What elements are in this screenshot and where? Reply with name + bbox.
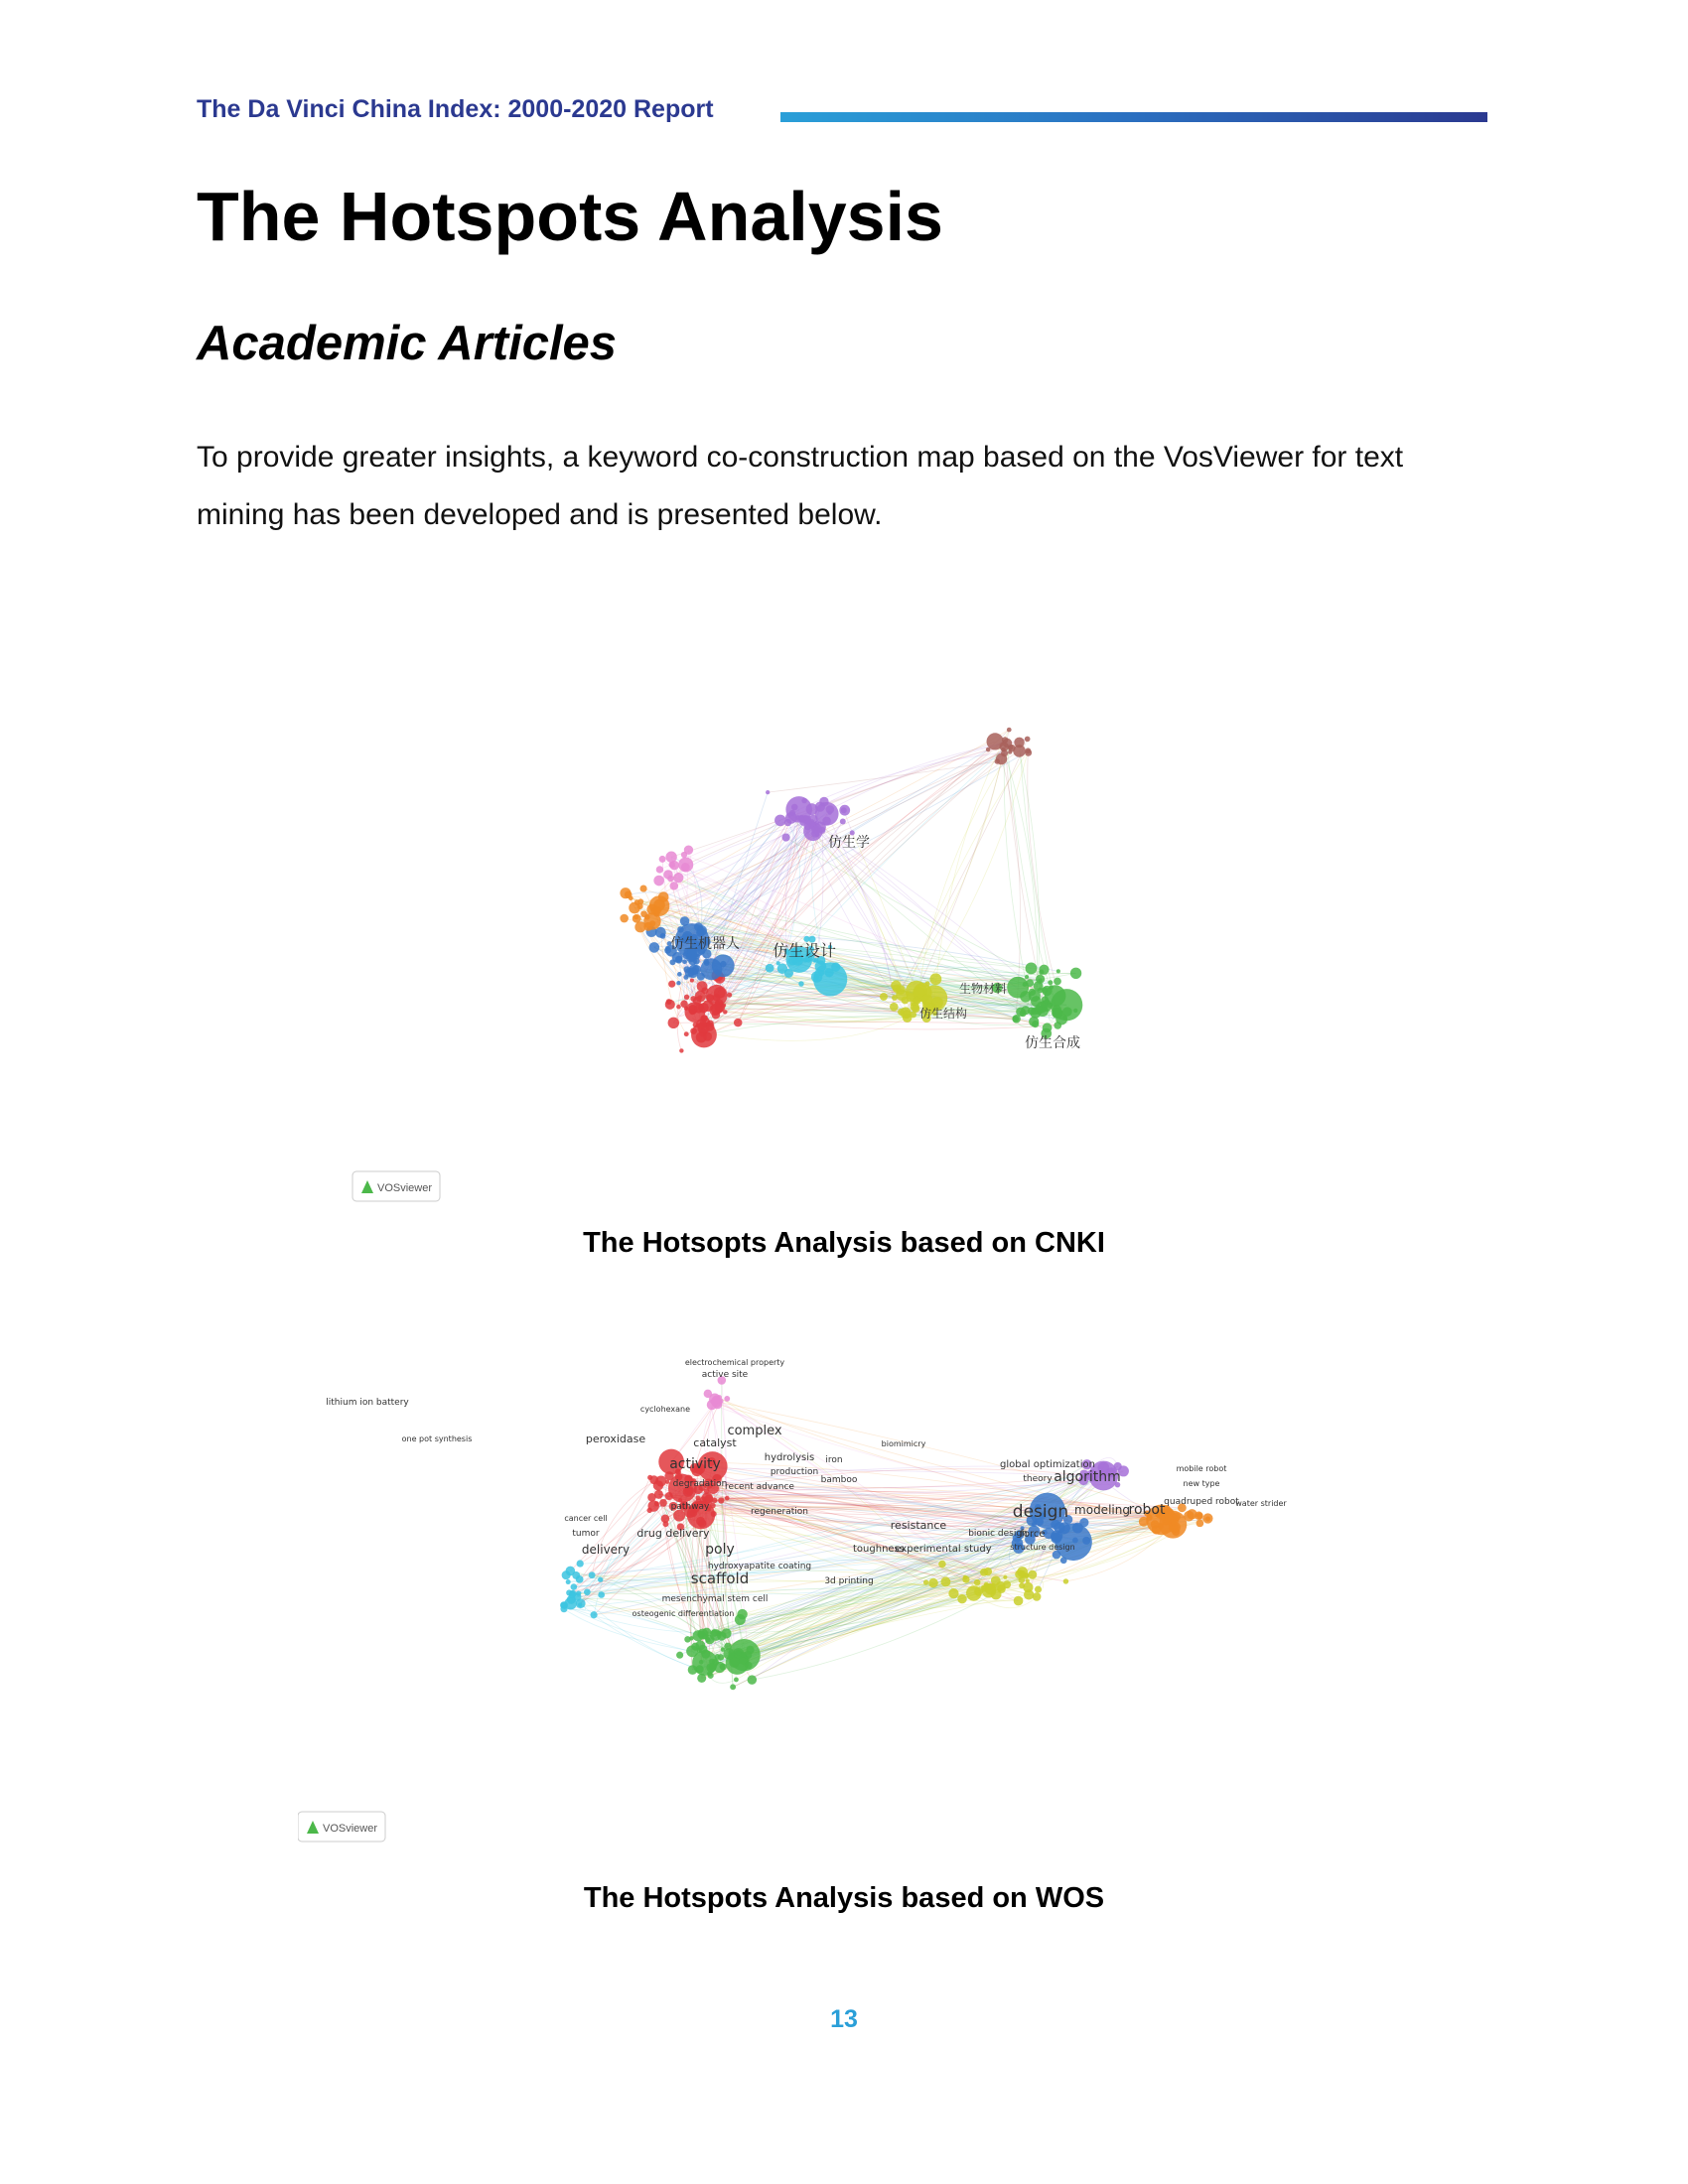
network-node <box>725 1496 730 1501</box>
network-node <box>745 1662 753 1670</box>
network-node <box>655 1476 666 1487</box>
network-node <box>811 827 818 834</box>
network-node <box>690 1027 697 1034</box>
network-node <box>577 1560 584 1567</box>
network-node-label: toughness <box>853 1544 905 1555</box>
network-node <box>1151 1520 1159 1528</box>
network-node <box>704 1488 710 1494</box>
network-node <box>711 1004 722 1015</box>
network-node <box>929 973 941 985</box>
network-node <box>828 811 832 815</box>
network-node <box>668 1018 679 1028</box>
network-node <box>1054 1022 1061 1029</box>
network-node-label: 仿生学 <box>828 835 870 851</box>
network-node <box>659 1499 667 1507</box>
network-node <box>1082 1537 1090 1545</box>
network-node <box>571 1583 578 1590</box>
intro-paragraph: To provide greater insights, a keyword co-construction map based on the VosViewer for text mining has been developed and is presented below. <box>197 441 1404 531</box>
network-node <box>677 926 684 933</box>
network-node <box>727 993 732 998</box>
network-node <box>1014 738 1024 748</box>
network-node <box>696 1019 706 1028</box>
network-node <box>659 856 666 863</box>
network-node-label: 仿生机器人 <box>670 936 740 952</box>
network-node <box>734 1678 739 1683</box>
section-title: Academic Articles <box>197 317 618 370</box>
network-node <box>1053 1551 1061 1560</box>
network-node <box>948 1588 958 1598</box>
network-node <box>890 1003 899 1012</box>
network-node-label: hydrolysis <box>764 1452 815 1463</box>
vosviewer-badge-label: VOSviewer <box>377 1182 433 1194</box>
network-node <box>665 852 676 863</box>
vosviewer-badge <box>298 1812 385 1842</box>
network-node-label: production <box>770 1467 819 1477</box>
network-node <box>1070 968 1081 979</box>
network-node <box>928 1578 938 1588</box>
network-node <box>723 1010 728 1015</box>
network-node-label: bionic design <box>968 1529 1028 1539</box>
network-node <box>699 1660 704 1665</box>
network-node-label: structure design <box>1010 1543 1075 1552</box>
network-node <box>711 1511 717 1517</box>
network-node <box>1019 1570 1026 1577</box>
network-node <box>697 981 708 992</box>
network-node <box>1060 1557 1067 1564</box>
network-node-label: iron <box>825 1455 843 1465</box>
network-node <box>676 956 682 962</box>
network-node-label: algorithm <box>1054 1469 1121 1485</box>
network-node <box>654 1501 659 1506</box>
network-node-label: delivery <box>581 1543 631 1557</box>
network-node <box>814 974 819 979</box>
network-node <box>776 961 780 965</box>
network-node <box>818 827 825 834</box>
page-number: 13 <box>830 2005 858 2033</box>
network-node <box>1025 750 1032 756</box>
figure-caption-wos: The Hotspots Analysis based on WOS <box>583 1882 1105 1914</box>
network-node <box>1008 751 1012 754</box>
network-node-label: theory <box>1023 1474 1053 1484</box>
network-node <box>697 1629 708 1640</box>
network-node <box>1029 989 1036 996</box>
network-node <box>774 815 785 826</box>
network-node <box>974 1579 981 1586</box>
network-node <box>1158 1523 1164 1529</box>
network-node <box>562 1570 571 1579</box>
network-node <box>701 1649 710 1658</box>
network-node <box>684 995 689 1000</box>
network-node <box>680 916 690 926</box>
network-node-label: regeneration <box>751 1507 808 1517</box>
network-node <box>806 803 818 815</box>
network-node <box>984 1568 992 1575</box>
network-node <box>704 1390 713 1399</box>
network-node <box>649 942 660 953</box>
network-node <box>724 1396 730 1402</box>
network-node <box>633 914 641 923</box>
network-node <box>1056 969 1060 973</box>
network-node <box>1028 1570 1037 1579</box>
network-node <box>1072 1523 1083 1534</box>
network-node <box>676 1652 683 1659</box>
network-node-label: modeling <box>1074 1503 1130 1517</box>
network-node <box>1036 975 1045 984</box>
network-node <box>694 922 703 931</box>
network-node <box>799 816 804 821</box>
network-node-label: experimental study <box>895 1544 992 1555</box>
network-node <box>676 981 680 985</box>
network-node-label: one pot synthesis <box>401 1434 473 1443</box>
network-node <box>900 1008 911 1019</box>
network-node <box>625 890 633 898</box>
network-node <box>1073 1009 1077 1013</box>
network-node <box>598 1591 605 1598</box>
network-node-label: 仿生合成 <box>1025 1035 1080 1051</box>
network-node <box>598 1577 603 1582</box>
network-node <box>1048 980 1053 985</box>
network-node <box>1049 985 1054 990</box>
page-title: The Hotspots Analysis <box>197 178 943 255</box>
network-node <box>1042 996 1049 1003</box>
network-node <box>708 1673 714 1679</box>
network-node <box>634 899 640 905</box>
network-node <box>676 1005 681 1010</box>
network-node <box>1003 1575 1007 1579</box>
network-node <box>572 1571 580 1579</box>
network-node <box>715 1654 721 1660</box>
network-node-label: global optimization <box>1000 1459 1095 1470</box>
network-node <box>699 1003 709 1013</box>
network-node <box>590 1611 597 1618</box>
network-node <box>644 914 650 920</box>
network-node <box>924 981 929 986</box>
network-node <box>896 985 906 995</box>
network-node <box>1012 1015 1021 1024</box>
network-node <box>801 798 806 803</box>
network-node <box>663 870 672 879</box>
network-node <box>705 1023 714 1031</box>
network-edge <box>782 750 1003 969</box>
network-node <box>1025 975 1029 979</box>
network-node <box>736 1650 742 1656</box>
network-node-label: poly <box>705 1542 735 1558</box>
network-node <box>914 998 920 1005</box>
network-node <box>1202 1513 1212 1523</box>
network-node <box>717 1631 726 1640</box>
network-node <box>741 1652 747 1658</box>
header-gradient-rule <box>780 112 1487 122</box>
network-node <box>560 1601 567 1608</box>
network-node <box>734 1019 743 1027</box>
network-node <box>584 1588 591 1595</box>
network-node <box>718 1497 724 1503</box>
network-node <box>715 1001 720 1006</box>
network-node <box>782 833 790 841</box>
network-node <box>647 1493 656 1502</box>
network-node-label: robot <box>1128 1502 1166 1518</box>
network-node <box>1195 1512 1202 1520</box>
network-node <box>668 981 675 988</box>
network-node <box>684 1031 689 1036</box>
network-node-label: biomimicry <box>881 1439 926 1448</box>
network-node <box>681 863 690 872</box>
network-node <box>691 1643 699 1651</box>
network-node <box>653 876 664 887</box>
network-node <box>589 1571 596 1578</box>
network-node <box>1063 1578 1068 1583</box>
network-node <box>697 1674 706 1683</box>
network-node-label: pathway <box>670 1502 710 1512</box>
network-node <box>653 906 661 914</box>
network-node <box>1014 1596 1024 1606</box>
network-node-label: peroxidase <box>585 1433 646 1445</box>
network-node <box>923 1579 928 1584</box>
network-node <box>576 1598 586 1608</box>
network-node <box>569 1591 576 1598</box>
network-node <box>730 1684 736 1690</box>
network-node-label: complex <box>727 1424 782 1438</box>
network-node-label: electrochemical property <box>684 1358 785 1367</box>
network-node <box>819 797 828 806</box>
network-node-label: cancer cell <box>564 1514 608 1523</box>
network-node <box>1003 739 1013 749</box>
network-node <box>673 873 683 883</box>
network-node <box>822 817 831 826</box>
network-node <box>669 882 678 890</box>
network-node <box>666 999 672 1005</box>
network-node <box>1169 1522 1181 1534</box>
network-node <box>766 790 770 794</box>
network-edge <box>636 749 1012 919</box>
network-node-label: tumor <box>572 1529 600 1539</box>
network-node <box>661 1514 670 1523</box>
network-node <box>1032 1522 1037 1527</box>
network-node <box>938 1561 946 1569</box>
network-node <box>995 758 1000 763</box>
network-node-label: mobile robot <box>1176 1464 1227 1473</box>
network-node <box>1007 728 1012 733</box>
network-node <box>1039 965 1049 975</box>
network-node-label: water strider <box>1235 1499 1287 1508</box>
network-node-label: mesenchymal stem cell <box>661 1594 769 1604</box>
cnki-keyword-network-map <box>348 581 1241 1216</box>
network-node <box>720 961 726 967</box>
network-node <box>1029 1017 1039 1026</box>
network-node <box>962 1576 969 1583</box>
network-node <box>693 997 702 1006</box>
network-node <box>620 914 629 923</box>
network-node <box>690 978 694 982</box>
network-node-label: cyclohexane <box>639 1405 691 1414</box>
network-node <box>791 804 798 811</box>
network-node <box>712 1498 717 1503</box>
network-node <box>798 981 803 986</box>
network-node <box>706 1663 716 1673</box>
network-node-label: drug delivery <box>636 1527 710 1540</box>
network-node <box>714 987 726 999</box>
network-node <box>660 933 666 939</box>
network-node <box>639 885 646 891</box>
network-node-label: bamboo <box>820 1475 858 1485</box>
network-node <box>940 1576 950 1586</box>
figure-caption-cnki: The Hotsopts Analysis based on CNKI <box>583 1227 1105 1259</box>
network-node <box>679 1048 683 1052</box>
network-node-label: degradation <box>672 1479 728 1489</box>
network-node <box>913 990 919 997</box>
network-node <box>696 1517 705 1526</box>
network-node-label: 3d printing <box>824 1576 874 1586</box>
network-node <box>1184 1511 1195 1522</box>
network-node <box>682 959 687 964</box>
report-header-title: The Da Vinci China Index: 2000-2020 Report <box>197 95 714 123</box>
network-node <box>815 821 819 825</box>
network-node-label: activity <box>669 1456 721 1472</box>
network-node <box>957 1594 966 1603</box>
network-node <box>1026 979 1034 987</box>
network-node-label: lithium ion battery <box>326 1398 409 1408</box>
network-node <box>1054 978 1061 986</box>
vosviewer-badge-label: VOSviewer <box>323 1823 378 1835</box>
network-node <box>720 1663 727 1670</box>
network-node <box>703 959 709 965</box>
wos-keyword-network-map <box>298 1355 1390 1871</box>
network-node <box>669 959 675 965</box>
network-node-label: recent advance <box>725 1482 794 1492</box>
network-node <box>680 1001 687 1008</box>
network-node <box>737 1609 747 1619</box>
network-node <box>1051 1530 1062 1542</box>
vosviewer-badge <box>352 1171 440 1201</box>
network-node-label: active site <box>701 1370 749 1380</box>
network-node-label: new type <box>1183 1479 1220 1488</box>
network-node <box>1023 982 1028 987</box>
network-node-label: 仿生设计 <box>772 941 837 960</box>
network-node <box>689 1636 693 1640</box>
network-node <box>880 993 888 1001</box>
network-node-label: design <box>1012 1502 1069 1522</box>
network-node <box>1063 1016 1067 1020</box>
network-node <box>658 891 669 902</box>
network-node-label: 仿生结构 <box>918 1007 968 1021</box>
network-node <box>696 1032 707 1043</box>
network-node <box>1026 963 1038 975</box>
network-node <box>986 748 991 752</box>
network-node <box>711 1629 719 1637</box>
network-node-label: quadruped robot <box>1164 1497 1239 1507</box>
network-node-label: catalyst <box>693 1436 737 1449</box>
network-node <box>688 1665 698 1675</box>
network-node <box>721 1647 725 1651</box>
network-node <box>1196 1520 1204 1528</box>
network-node <box>1023 1582 1033 1592</box>
network-node <box>713 1396 721 1404</box>
network-node-label: scaffold <box>690 1570 750 1587</box>
network-node <box>684 845 693 854</box>
network-node <box>722 1004 726 1008</box>
network-node <box>805 819 811 825</box>
network-node <box>831 963 840 972</box>
network-node-label: force <box>1020 1529 1046 1540</box>
network-node <box>656 866 663 873</box>
network-node <box>1021 1006 1030 1015</box>
network-node <box>685 968 695 978</box>
network-node <box>1035 1585 1042 1592</box>
network-node-label: 生物材料 <box>958 982 1008 996</box>
network-node-label: hydroxyapatite coating <box>707 1562 812 1571</box>
network-node <box>840 819 846 825</box>
network-node <box>1053 1005 1061 1014</box>
network-node <box>766 964 774 973</box>
network-node <box>643 922 652 931</box>
network-node-label: resistance <box>890 1519 947 1532</box>
network-node <box>566 1579 571 1584</box>
network-node <box>1025 737 1031 743</box>
network-node <box>839 805 850 816</box>
network-node <box>677 972 682 977</box>
network-node <box>665 1492 673 1500</box>
network-node <box>1001 748 1005 751</box>
network-node <box>985 1583 996 1594</box>
network-node-label: osteogenic differentiation <box>632 1609 735 1618</box>
network-node <box>748 1675 757 1684</box>
